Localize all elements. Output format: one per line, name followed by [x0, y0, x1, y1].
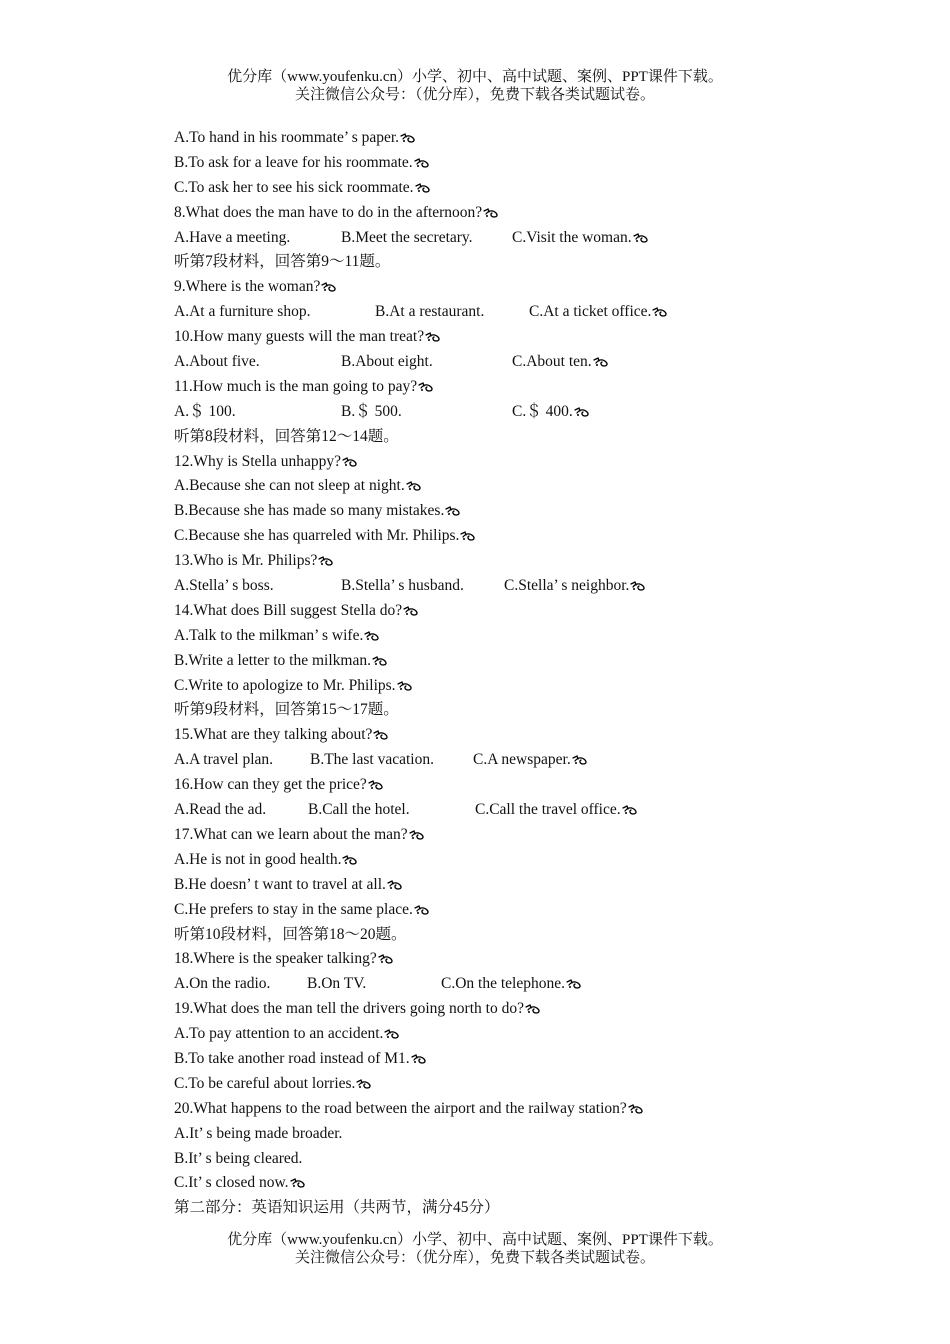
- text-line: [174, 1196, 874, 1221]
- paragraph-mark-icon: [397, 676, 414, 701]
- line-text: 听第8段材料，回答第12～14题。: [174, 427, 399, 445]
- line-text: B.It’ s being cleared.: [174, 1149, 303, 1167]
- text-line: [174, 773, 874, 798]
- line-text: 19.What does the man tell the drivers going north to do?: [174, 1000, 524, 1018]
- paragraph-mark-icon: [342, 452, 359, 477]
- text-line: [174, 275, 874, 300]
- line-text: C.To be careful about lorries.: [174, 1074, 356, 1092]
- paragraph-mark-icon: [372, 651, 389, 676]
- paragraph-mark-icon: [411, 1049, 428, 1074]
- text-line: [174, 748, 874, 773]
- line-text: A.To pay attention to an accident.: [174, 1025, 384, 1043]
- page-header: [0, 68, 950, 104]
- paragraph-mark-icon: [525, 999, 542, 1024]
- line-text: B.To ask for a leave for his roommate.: [174, 153, 413, 171]
- header-line-2: 关注微信公众号：（优分库），免费下载各类试题试卷。: [294, 87, 655, 103]
- text-line: [174, 450, 874, 475]
- text-line: [174, 923, 874, 948]
- option-b: B.The last vacation.: [310, 751, 434, 769]
- line-text: C.He prefers to stay in the same place.: [174, 900, 413, 918]
- line-text: 听第9段材料，回答第15～17题。: [174, 701, 399, 719]
- text-line: [174, 524, 874, 549]
- line-text: C.To ask her to see his sick roommate.: [174, 178, 414, 196]
- line-text: 14.What does Bill suggest Stella do?: [174, 601, 403, 619]
- text-line: [174, 848, 874, 873]
- line-text: A.It’ s being made broader.: [174, 1124, 343, 1142]
- option-c: C.A newspaper.: [473, 748, 589, 775]
- paragraph-mark-icon: [384, 1024, 401, 1049]
- paragraph-mark-icon: [368, 775, 385, 800]
- option-c: C.Call the travel office.: [475, 798, 639, 825]
- paragraph-mark-icon: [593, 352, 610, 377]
- text-line: [174, 226, 874, 251]
- paragraph-mark-icon: [415, 178, 432, 203]
- paragraph-mark-icon: [483, 203, 500, 228]
- text-line: [174, 126, 874, 151]
- paragraph-mark-icon: [425, 327, 442, 352]
- text-line: [174, 1047, 874, 1072]
- text-line: [174, 1022, 874, 1047]
- text-line: [174, 176, 874, 201]
- option-a: A.Stella’ s boss.: [174, 577, 274, 595]
- line-text: B.Write a letter to the milkman.: [174, 651, 371, 669]
- line-text: 9.Where is the woman?: [174, 278, 321, 296]
- paragraph-mark-icon: [460, 526, 477, 551]
- line-text: B.To take another road instead of M1.: [174, 1049, 410, 1067]
- line-text: A.To hand in his roommate’ s paper.: [174, 129, 400, 146]
- text-line: [174, 898, 874, 923]
- paragraph-mark-icon: [418, 377, 435, 402]
- paragraph-mark-icon: [318, 551, 335, 576]
- text-line: [174, 1072, 874, 1097]
- line-text: 15.What are they talking about?: [174, 726, 373, 744]
- paragraph-mark-icon: [342, 850, 359, 875]
- text-line: [174, 823, 874, 848]
- paragraph-mark-icon: [364, 626, 381, 651]
- option-a: A.On the radio.: [174, 975, 271, 993]
- paragraph-mark-icon: [652, 302, 669, 327]
- text-line: [174, 1122, 874, 1147]
- option-c: C.About ten.: [512, 350, 610, 377]
- text-line: [174, 698, 874, 723]
- option-b: B.On TV.: [307, 975, 367, 993]
- paragraph-mark-icon: [403, 601, 420, 626]
- text-line: [174, 873, 874, 898]
- header-line-1: 优分库（www.youfenku.cn）小学、初中、高中试题、案例、PPT课件下载。: [227, 69, 723, 85]
- paragraph-mark-icon: [387, 875, 404, 900]
- text-line: [174, 1171, 874, 1196]
- text-line: [174, 474, 874, 499]
- text-line: [174, 649, 874, 674]
- option-a: A.About five.: [174, 353, 260, 371]
- paragraph-mark-icon: [290, 1173, 307, 1198]
- line-text: C.Because she has quarreled with Mr. Philips.: [174, 527, 460, 545]
- line-text: 12.Why is Stella unhappy?: [174, 452, 342, 470]
- paragraph-mark-icon: [373, 725, 390, 750]
- footer-line-2: 关注微信公众号：（优分库），免费下载各类试题试卷。: [294, 1250, 655, 1266]
- paragraph-mark-icon: [633, 228, 650, 253]
- text-line: [174, 425, 874, 450]
- text-line: [174, 151, 874, 176]
- paragraph-mark-icon: [630, 576, 647, 601]
- text-line: [174, 723, 874, 748]
- option-b: B.Call the hotel.: [308, 801, 410, 819]
- paragraph-mark-icon: [622, 800, 639, 825]
- paragraph-mark-icon: [409, 825, 426, 850]
- footer-line-1: 优分库（www.youfenku.cn）小学、初中、高中试题、案例、PPT课件下载。: [227, 1232, 723, 1248]
- paragraph-mark-icon: [628, 1099, 645, 1124]
- option-b: B.At a restaurant.: [375, 303, 485, 321]
- paragraph-mark-icon: [356, 1074, 373, 1099]
- line-text: 11.How much is the man going to pay?: [174, 377, 418, 395]
- option-c: C.＄ 400.: [512, 400, 591, 427]
- line-text: B.He doesn’ t want to travel at all.: [174, 875, 386, 893]
- option-a: A.A travel plan.: [174, 751, 274, 769]
- paragraph-mark-icon: [406, 476, 423, 501]
- document-body: [174, 126, 874, 1221]
- line-text: B.Because she has made so many mistakes.: [174, 502, 445, 520]
- paragraph-mark-icon: [566, 974, 583, 999]
- paragraph-mark-icon: [572, 750, 589, 775]
- text-line: [174, 972, 874, 997]
- option-a: A.Read the ad.: [174, 801, 267, 819]
- line-text: A.Talk to the milkman’ s wife.: [174, 626, 364, 644]
- option-c: C.On the telephone.: [441, 972, 583, 999]
- text-line: [174, 997, 874, 1022]
- paragraph-mark-icon: [574, 402, 591, 427]
- text-line: [174, 549, 874, 574]
- option-c: C.Stella’ s neighbor.: [504, 574, 647, 601]
- paragraph-mark-icon: [400, 128, 417, 153]
- text-line: [174, 574, 874, 599]
- paragraph-mark-icon: [321, 277, 338, 302]
- line-text: 13.Who is Mr. Philips?: [174, 552, 318, 570]
- line-text: 10.How many guests will the man treat?: [174, 328, 425, 346]
- line-text: 听第7段材料，回答第9～11题。: [174, 253, 391, 271]
- paragraph-mark-icon: [378, 949, 395, 974]
- text-line: [174, 375, 874, 400]
- text-line: [174, 624, 874, 649]
- text-line: [174, 798, 874, 823]
- text-line: [174, 325, 874, 350]
- option-c: C.At a ticket office.: [529, 300, 669, 327]
- option-b: B.Meet the secretary.: [341, 228, 473, 246]
- option-a: A.＄ 100.: [174, 402, 236, 420]
- paragraph-mark-icon: [414, 153, 431, 178]
- line-text: 8.What does the man have to do in the afternoon?: [174, 203, 483, 221]
- text-line: [174, 201, 874, 226]
- option-a: A.At a furniture shop.: [174, 303, 311, 321]
- line-text: 16.How can they get the price?: [174, 776, 367, 794]
- text-line: [174, 350, 874, 375]
- option-b: B.Stella’ s husband.: [341, 577, 464, 595]
- line-text: 18.Where is the speaker talking?: [174, 950, 377, 968]
- line-text: 17.What can we learn about the man?: [174, 825, 408, 843]
- line-text: A.He is not in good health.: [174, 850, 342, 868]
- line-text: C.It’ s closed now.: [174, 1174, 289, 1192]
- line-text: 20.What happens to the road between the airport and the railway station?: [174, 1099, 627, 1117]
- text-line: [174, 674, 874, 699]
- text-line: [174, 499, 874, 524]
- option-b: B.About eight.: [341, 353, 433, 371]
- option-a: A.Have a meeting.: [174, 228, 291, 246]
- line-text: A.Because she can not sleep at night.: [174, 477, 405, 495]
- text-line: [174, 947, 874, 972]
- option-b: B.＄ 500.: [341, 402, 402, 420]
- text-line: [174, 400, 874, 425]
- text-line: [174, 1097, 874, 1122]
- paragraph-mark-icon: [414, 900, 431, 925]
- text-line: [174, 1147, 874, 1172]
- text-line: [174, 599, 874, 624]
- text-line: [174, 300, 874, 325]
- option-c: C.Visit the woman.: [512, 226, 650, 253]
- line-text: 听第10段材料，回答第18～20题。: [174, 925, 407, 943]
- line-text: C.Write to apologize to Mr. Philips.: [174, 676, 396, 694]
- text-line: [174, 250, 874, 275]
- paragraph-mark-icon: [445, 501, 462, 526]
- page-footer: [0, 1231, 950, 1267]
- line-text: 第二部分：英语知识运用（共两节，满分45分）: [174, 1199, 500, 1217]
